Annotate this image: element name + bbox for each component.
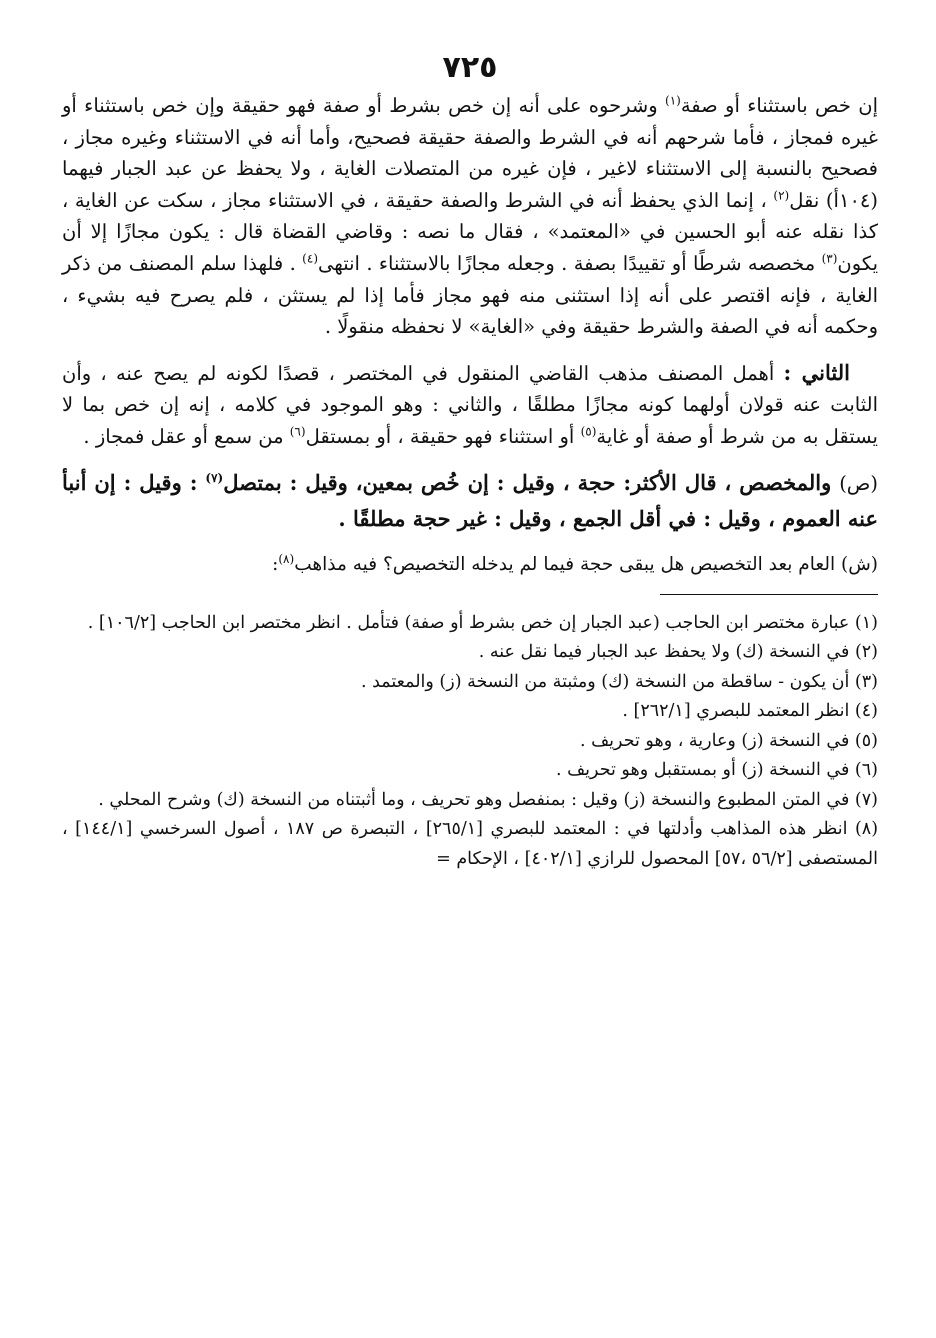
footnote-ref: (٢): [773, 188, 790, 203]
matn-text: : وقيل : إن أنبأ عنه العموم ، وقيل : في أقل الجمع ، وقيل : غير حجة مطلقًا .: [62, 469, 878, 531]
footnote-4: (٤) انظر المعتمد للبصري [٢٦٢/١] .: [622, 701, 878, 722]
footnote-ref: (٤): [302, 251, 318, 266]
commentary-tail: :: [272, 553, 279, 575]
paragraph-text: أهمل المصنف مذهب القاضي المنقول في المختصر ، قصدًا لكونه لم يصح عنه ، وأن الثابت عنه قولان أولهما كونه مجازًا مطلقًا ، والثاني : وهو الموجود في كلامه ، إنه إن خص بما لا يستقل به من شرط أو صفة أو غاية: [62, 361, 878, 448]
footnote-5: (٥) في النسخة (ز) وعارية ، وهو تحريف .: [579, 730, 878, 751]
footnote-ref: (٨): [278, 551, 295, 566]
footnote-ref: (٥): [580, 424, 597, 439]
paragraph-text: . فلهذا سلم المصنف من ذكر الغاية ، فإنه اقتصر على أنه إذا استثنى منه فهو مجاز فأما إذا لم يستثن ، فلم يصرح فيه بشيء ، وحكمه أنه في الصفة والشرط حقيقة وفي «الغاية» لا نحفظه منقولًا .: [62, 251, 878, 339]
commentary-line: [62, 550, 878, 580]
matn-text-block: [62, 465, 878, 536]
book-page: [62, 48, 878, 874]
footnote-3: (٣) أن يكون - ساقطة من النسخة (ك) ومثبتة من النسخة (ز) والمعتمد .: [360, 671, 878, 692]
footnote-8: (٨) انظر هذه المذاهب وأدلتها في : المعتمد للبصري [٢٦٥/١] ، التبصرة ص ١٨٧ ، أصول السرخسي [١٤٤/١] ، المستصفى [٥٦/٢ ،٥٧] المحصول للرازي [٤٠٢/١] ، الإحكام =: [62, 819, 879, 869]
footnote-ref: (٧): [205, 470, 224, 485]
footnote-7: (٧) في المتن المطبوع والنسخة (ز) وقيل : بمنفصل وهو تحريف ، وما أثبتناه من النسخة (ك) وشرح المحلي .: [98, 789, 878, 810]
paragraph-text: من سمع أو عقل فمجاز .: [83, 424, 290, 448]
paragraph-text: أو استثناء فهو حقيقة ، أو بمستقل: [305, 424, 581, 448]
paragraph-text: مخصصه شرطًا أو تقييدًا بصفة . وجعله مجازًا بالاستثناء . انتهى: [318, 251, 822, 275]
footnote-ref: (١): [665, 93, 681, 108]
body-paragraph-1: [62, 90, 878, 343]
footnote-6: (٦) في النسخة (ز) أو بمستقبل وهو تحريف .: [555, 760, 878, 781]
footnote-ref: (٦): [289, 424, 306, 439]
matn-text: والمخصص ، قال الأكثر: حجة ، وقيل : إن خُص بمعين، وقيل : بمتصل: [223, 469, 840, 495]
body-paragraph-2: [62, 357, 878, 453]
footnote-ref: (٣): [821, 251, 838, 266]
page-number: ٧٢٥: [442, 50, 498, 85]
paragraph-text: إن خص باستثناء أو صفة: [680, 94, 878, 117]
paragraph-text: وشرحوه على أنه إن خص بشرط أو صفة فهو حقيقة وإن خص باستثناء أو غيره فمجاز ، فأما شرحهم أنه في الشرط والصفة حقيقة فصحيح، وأما أنه في الاستثناء وغيره مجاز ، فصحيح بالنسبة إلى الاستثناء لاغير ، فإن غيره من المتصلات الغاية ، ولا يحفظ عن عبد الجبار فيهما (١٠٤أ) نقل: [62, 94, 878, 212]
footnote-divider: [660, 594, 878, 595]
footnote-2: (٢) في النسخة (ك) ولا يحفظ عبد الجبار فيما نقل عنه .: [478, 642, 878, 663]
text-marker: (ص): [839, 471, 878, 495]
footnote-1: (١) عبارة مختصر ابن الحاجب (عبد الجبار إن خص بشرط أو صفة) فتأمل . انظر مختصر ابن الحاجب [١٠٦/٢] .: [87, 612, 878, 633]
paragraph-lead: الثاني :: [783, 359, 850, 385]
commentary-text: (ش) العام بعد التخصيص هل يبقى حجة فيما لم يدخله التخصيص؟ فيه مذاهب: [294, 553, 878, 575]
footnotes-list: [62, 609, 878, 875]
paragraph-text: ، إنما الذي يحفظ أنه في الشرط والصفة حقيقة ، في الاستثناء مجاز ، سكت عن الغاية ، كذا نقله عنه أبو الحسين في «المعتمد» ، فقال ما نصه : وقاضي القضاة قال : يكون مجازًا إلا أن يكون: [62, 188, 878, 275]
